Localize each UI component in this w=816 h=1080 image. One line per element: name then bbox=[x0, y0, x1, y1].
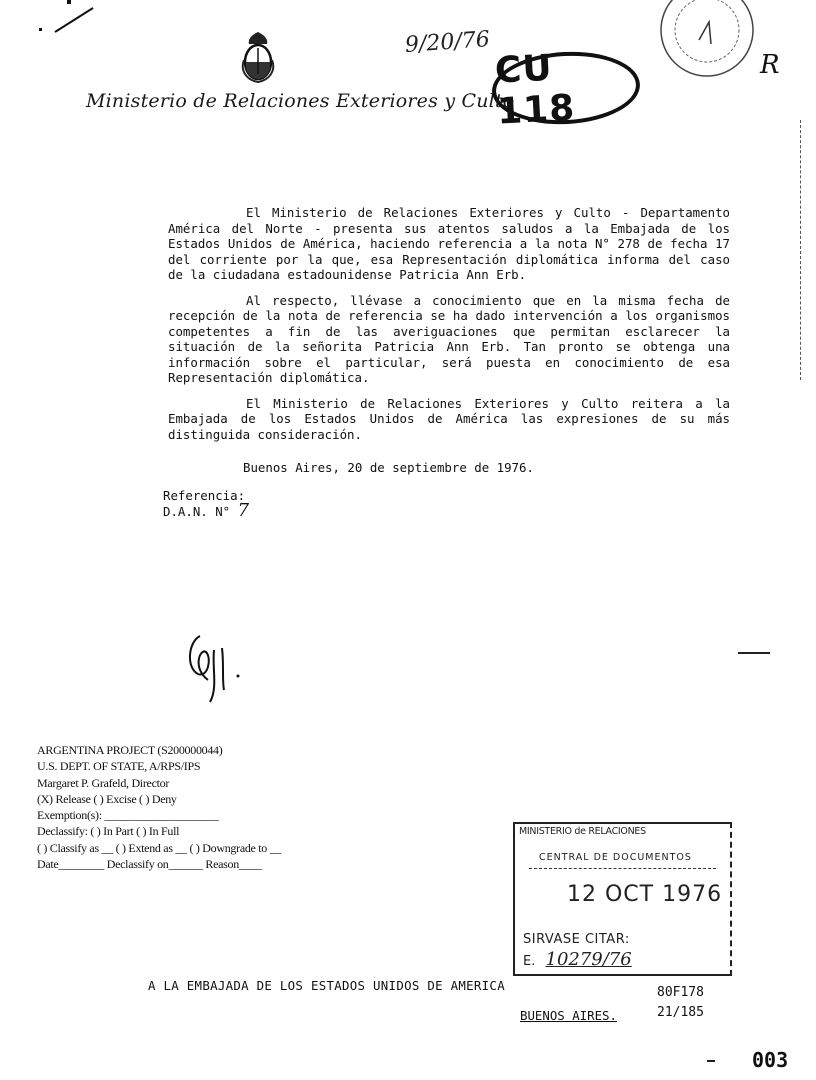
note-body bbox=[168, 205, 730, 452]
declass-line: ARGENTINA PROJECT (S200000044) bbox=[37, 743, 223, 757]
file-code-1: 80F178 bbox=[657, 985, 704, 1000]
corner-initial: R bbox=[760, 50, 780, 80]
declassification-stamp bbox=[37, 742, 327, 872]
margin-mark bbox=[707, 1060, 715, 1062]
paragraph-2: Al respecto, llévase a conocimiento que en la misma fecha de recepción de la nota de referencia se ha dado intervención a los organismos competentes a fin de las averiguaciones que permitan esclarecer la situación de la señorita Patricia Ann Erb. Tan pronto se obtenga una información sobre el particular, será puesta en conocimiento de esa Representación diplomática. bbox=[168, 292, 730, 385]
stamp-divider bbox=[529, 868, 716, 869]
reference-line bbox=[163, 500, 250, 521]
addressee-city: BUENOS AIRES. bbox=[520, 1008, 617, 1023]
handwritten-signature bbox=[178, 628, 248, 706]
file-code-2: 21/185 bbox=[657, 1005, 704, 1020]
stamp-line-2: CENTRAL DE DOCUMENTOS bbox=[539, 852, 692, 863]
declass-line: ( ) Classify as __ ( ) Extend as __ ( ) Downgrade to __ bbox=[37, 840, 282, 855]
paragraph-3: El Ministerio de Relaciones Exteriores y Culto reitera a la Embajada de los Estados Unidos de América las expresiones de su más distinguida consideración. bbox=[168, 395, 730, 442]
reference-code: D.A.N. N° bbox=[163, 504, 231, 519]
stamp-cite-line bbox=[523, 949, 632, 970]
stamp-cite-prefix: E. bbox=[523, 954, 536, 969]
reference-block bbox=[163, 488, 249, 519]
stamp-cite-label: SIRVASE CITAR: bbox=[523, 932, 630, 947]
page-number: 003 bbox=[752, 1048, 789, 1072]
paragraph-1: El Ministerio de Relaciones Exteriores y Culto - Departamento América del Norte - presenta sus atentos saludos a la Embajada de los Estados Unidos de América, haciendo referencia a la nota N° 278 de fecha 17 del corriente por la que, esa Representación diplomática informa del caso de la ciudadana estadounidense Patricia Ann Erb. bbox=[168, 205, 730, 282]
scribble-mark bbox=[35, 0, 105, 40]
declass-line: Exemption(s): ____________________ bbox=[37, 808, 219, 823]
coat-of-arms-icon bbox=[240, 30, 276, 84]
stamp-date: 12 OCT 1976 bbox=[567, 882, 723, 907]
reference-label: Referencia: bbox=[163, 488, 246, 503]
margin-mark bbox=[800, 120, 803, 380]
declass-line: Date________ Declassify on______ Reason____ bbox=[37, 857, 262, 872]
received-stamp bbox=[513, 822, 732, 976]
case-number-stamp bbox=[490, 47, 642, 133]
declass-line: U.S. DEPT. OF STATE, A/RPS/IPS bbox=[37, 759, 201, 774]
reference-number: 7 bbox=[237, 500, 250, 521]
ministry-letterhead: Ministerio de Relaciones Exteriores y Culto bbox=[86, 90, 515, 112]
addressee: A LA EMBAJADA DE LOS ESTADOS UNIDOS DE AMERICA bbox=[148, 978, 505, 993]
place-and-date: Buenos Aires, 20 de septiembre de 1976. bbox=[243, 460, 534, 475]
margin-mark bbox=[738, 652, 770, 654]
declass-line: (X) Release ( ) Excise ( ) Deny bbox=[37, 791, 177, 806]
stamp-cite-number: 10279/76 bbox=[545, 949, 632, 970]
handwritten-date: 9/20/76 bbox=[404, 27, 491, 58]
declass-line: Margaret P. Grafeld, Director bbox=[37, 775, 170, 790]
official-seal-icon bbox=[655, 0, 759, 80]
case-number: CU 118 bbox=[493, 47, 577, 133]
stamp-line-1: MINISTERIO de RELACIONES bbox=[519, 826, 646, 837]
declass-line: Declassify: ( ) In Part ( ) In Full bbox=[37, 824, 180, 839]
